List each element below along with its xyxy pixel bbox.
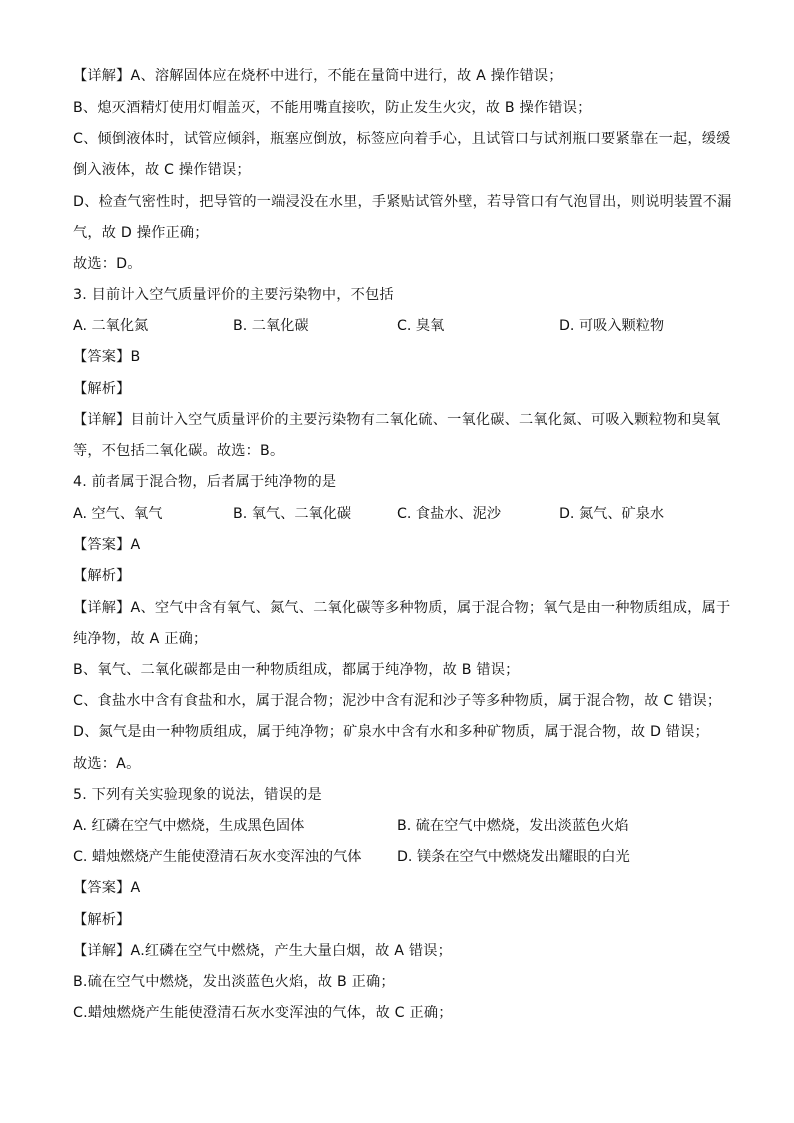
q5-option-c: C. 蜡烛燃烧产生能使澄清石灰水变浑浊的气体: [73, 849, 362, 865]
q5-option-d: D. 镁条在空气中燃烧发出耀眼的白光: [397, 849, 630, 865]
q3-option-c: C. 臭氧: [397, 318, 445, 334]
q5-detail-b: B.硫在空气中燃烧，发出淡蓝色火焰，故 B 正确；: [73, 974, 395, 990]
q2-detail-c-line2: 倒入液体，故 C 操作错误；: [73, 162, 251, 178]
q4-detail-b: B、氧气、二氧化碳都是由一种物质组成，都属于纯净物，故 B 错误；: [73, 662, 520, 678]
q3-detail-line1: 【详解】目前计入空气质量评价的主要污染物有二氧化硫、一氧化碳、二氧化氮、可吸入颗粒物和臭氧: [73, 412, 721, 428]
q5-answer: 【答案】A: [73, 880, 141, 896]
q2-detail-a: 【详解】A、溶解固体应在烧杯中进行，不能在量筒中进行，故 A 操作错误；: [73, 68, 563, 84]
q4-option-b: B. 氧气、二氧化碳: [233, 506, 352, 522]
q2-detail-b: B、熄灭酒精灯使用灯帽盖灭，不能用嘴直接吹，防止发生火灾，故 B 操作错误；: [73, 100, 592, 116]
q5-option-a: A. 红磷在空气中燃烧，生成黑色固体: [73, 818, 305, 834]
q5-option-b: B. 硫在空气中燃烧，发出淡蓝色火焰: [397, 818, 629, 834]
q5-detail-a: 【详解】A.红磷在空气中燃烧，产生大量白烟，故 A 错误；: [73, 943, 452, 959]
q3-answer: 【答案】B: [73, 349, 141, 365]
q4-detail-c: C、食盐水中含有食盐和水，属于混合物；泥沙中含有泥和沙子等多种物质，属于混合物，故 C 错误；: [73, 693, 722, 709]
q4-answer: 【答案】A: [73, 537, 141, 553]
q2-detail-c-line1: C、倾倒液体时，试管应倾斜，瓶塞应倒放，标签应向着手心，且试管口与试剂瓶口要紧靠在一起，缓缓: [73, 131, 731, 147]
q4-option-d: D. 氮气、矿泉水: [559, 506, 665, 522]
q4-detail-line2: 纯净物，故 A 正确；: [73, 631, 208, 647]
q4-option-c: C. 食盐水、泥沙: [397, 506, 502, 522]
q2-detail-d-line1: D、检查气密性时，把导管的一端浸没在水里，手紧贴试管外壁，若导管口有气泡冒出，则说明装置不漏: [73, 194, 732, 210]
q4-option-a: A. 空气、氧气: [73, 506, 163, 522]
q4-detail-d: D、氮气是由一种物质组成，属于纯净物；矿泉水中含有水和多种矿物质，属于混合物，故 D 错误；: [73, 724, 709, 740]
q4-choice: 故选：A。: [73, 756, 141, 772]
q2-choice: 故选：D。: [73, 256, 142, 272]
q2-detail-d-line2: 气，故 D 操作正确；: [73, 225, 209, 241]
q3-option-b: B. 二氧化碳: [233, 318, 309, 334]
q3-analysis-heading: 【解析】: [73, 381, 131, 397]
q3-stem: 3. 目前计入空气质量评价的主要污染物中，不包括: [73, 287, 394, 303]
q4-detail-line1: 【详解】A、空气中含有氧气、氮气、二氧化碳等多种物质，属于混合物；氧气是由一种物质组成，属于: [73, 600, 731, 616]
q5-analysis-heading: 【解析】: [73, 912, 131, 928]
q4-stem: 4. 前者属于混合物，后者属于纯净物的是: [73, 474, 337, 490]
q4-analysis-heading: 【解析】: [73, 568, 131, 584]
q5-stem: 5. 下列有关实验现象的说法，错误的是: [73, 787, 322, 803]
q3-detail-line2: 等，不包括二氧化碳。故选：B。: [73, 443, 285, 459]
q3-option-d: D. 可吸入颗粒物: [559, 318, 665, 334]
q5-detail-c: C.蜡烛燃烧产生能使澄清石灰水变浑浊的气体，故 C 正确；: [73, 1005, 453, 1021]
q3-option-a: A. 二氧化氮: [73, 318, 149, 334]
